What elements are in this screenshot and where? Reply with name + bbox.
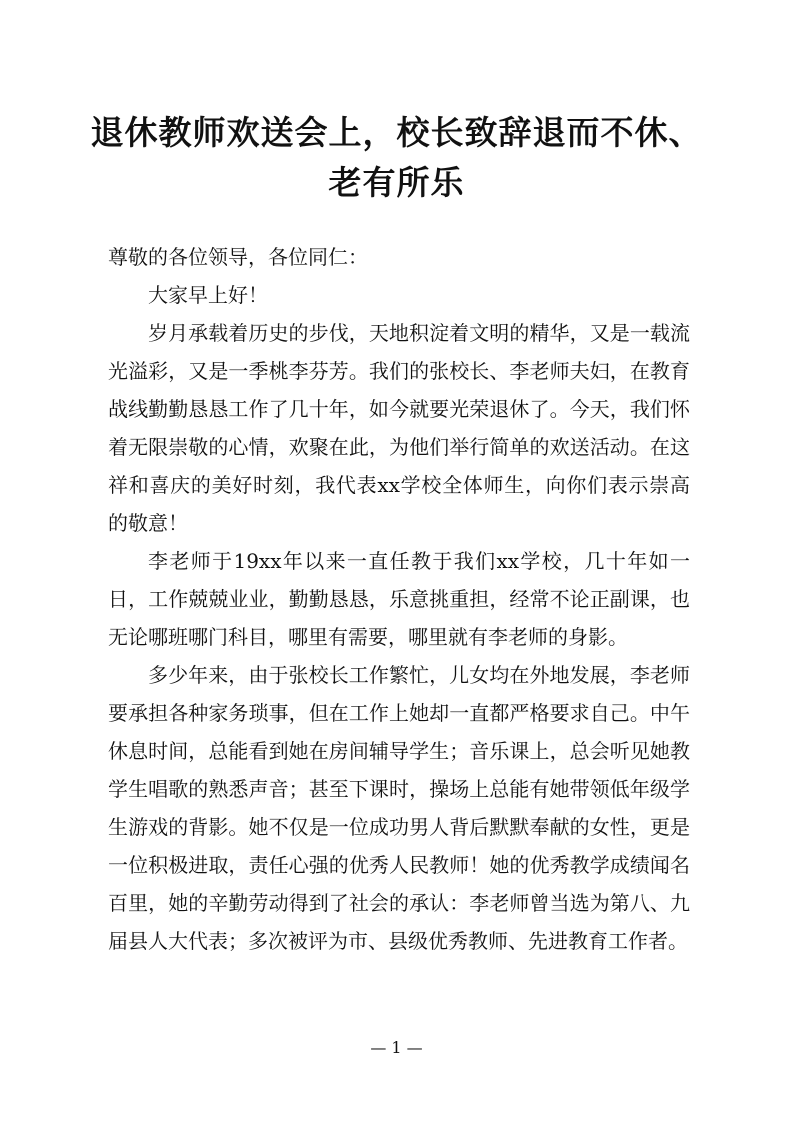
document-title	[60, 108, 733, 208]
page-number: — 1 —	[370, 1038, 423, 1057]
paragraph-3: 多少年来，由于张校长工作繁忙，儿女均在外地发展，李老师要承担各种家务琐事，但在工作上她却一直都严格要求自己。中午休息时间，总能看到她在房间辅导学生；音乐课上，总会听见她教学生唱歌的熟悉声音；甚至下课时，操场上总能有她带领低年级学生游戏的背影。她不仅是一位成功男人背后默默奉献的女性，更是一位积极进取，责任心强的优秀人民教师！她的优秀教学成绩闻名百里，她的辛勤劳动得到了社会的承认：李老师曾当选为第八、九届县人大代表；多次被评为市、县级优秀教师、先进教育工作者。	[108, 663, 690, 953]
title-line-2: 老有所乐	[328, 163, 465, 202]
title-line-1: 退休教师欢送会上，校长致辞退而不休、	[90, 113, 703, 152]
paragraph-2: 李老师于19xx年以来一直任教于我们xx学校，几十年如一日，工作兢兢业业，勤勤恳恳，乐意挑重担，经常不论正副课，也无论哪班哪门科目，哪里有需要，哪里就有李老师的身影。	[108, 549, 690, 649]
document-body	[108, 238, 690, 960]
greeting: 大家早上好！	[148, 283, 268, 307]
paragraph-1: 岁月承载着历史的步伐，天地积淀着文明的精华，又是一载流光溢彩，又是一季桃李芬芳。我们的张校长、李老师夫妇，在教育战线勤勤恳恳工作了几十年，如今就要光荣退休了。今天，我们怀着无限崇敬的心情，欢聚在此，为他们举行简单的欢送活动。在这祥和喜庆的美好时刻，我代表xx学校全体师生，向你们表示崇高的敬意！	[108, 321, 690, 535]
salutation: 尊敬的各位领导，各位同仁：	[108, 245, 368, 269]
